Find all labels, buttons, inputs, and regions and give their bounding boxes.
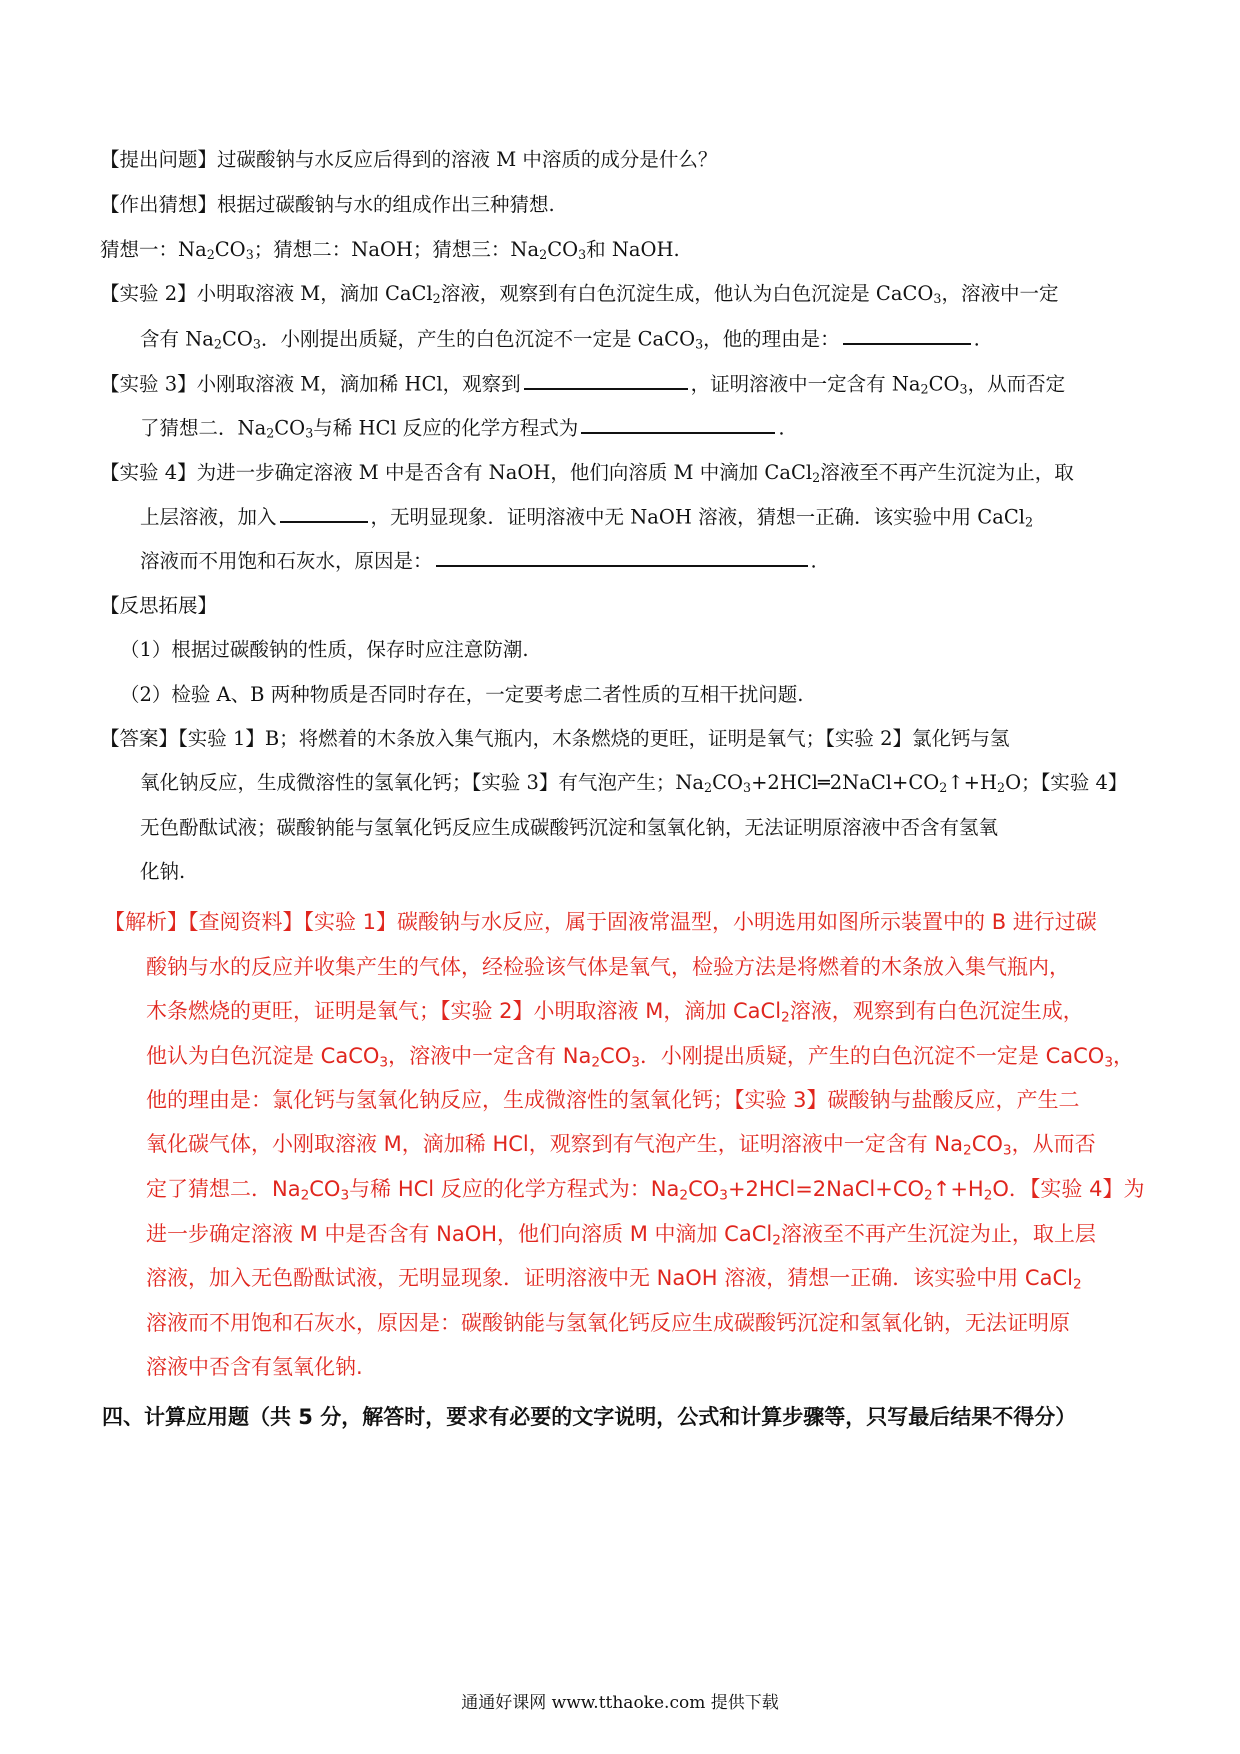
answer-line-4: 化钠.	[140, 860, 186, 883]
experiment-3-line-2: 了猜想二．$Na_2CO_3$与稀 HCl 反应的化学方程式为 .	[140, 412, 1240, 440]
analysis-line-4: 他认为白色沉淀是 CaCO$_3$，溶液中一定含有 $Na_2CO_3$．小刚提出质疑，产生的白色沉淀不一定是 CaCO$_3$，	[146, 1044, 1135, 1071]
experiment-4-line-1: 【实验 4】为进一步确定溶液 M 中是否含有 NaOH，他们向溶质 M 中滴加 CaCl$_2$溶液至不再产生沉淀为止，取	[100, 461, 1074, 486]
experiment-3-line-1: 【实验 3】小刚取溶液 M，滴加稀 HCl，观察到 ，证明溶液中一定含有 $Na_2CO_3$，从而否定	[100, 368, 1240, 396]
experiment-4-line-3: 溶液而不用饱和石灰水，原因是： .	[140, 545, 1240, 573]
page-footer: 通通好课网 www.tthaoke.com 提供下载	[461, 1693, 779, 1713]
analysis-line-1: 【解析】【查阅资料】【实验 1】碳酸钠与水反应，属于固液常温型，小明选用如图所示装置中的 B 进行过碳	[104, 910, 1097, 934]
analysis-line-5: 他的理由是：氯化钙与氢氧化钠反应，生成微溶性的氢氧化钙；【实验 3】碳酸钠与盐酸反应，产生二	[146, 1088, 1080, 1112]
section-4-heading: 四、计算应用题（共 5 分，解答时，要求有必要的文字说明，公式和计算步骤等，只写最后结果不得分）	[102, 1405, 1077, 1429]
analysis-line-3: 木条燃烧的更旺，证明是氧气；【实验 2】小明取溶液 M，滴加 CaCl$_2$溶液，观察到有白色沉淀生成，	[146, 999, 1084, 1026]
answer-blank[interactable]	[280, 501, 368, 523]
reflection-item-2: （2）检验 A、B 两种物质是否同时存在，一定要考虑二者性质的互相干扰问题.	[120, 683, 804, 706]
analysis-line-10: 溶液而不用饱和石灰水，原因是：碳酸钠能与氢氧化钙反应生成碳酸钙沉淀和氢氧化钠，无法证明原	[146, 1311, 1070, 1335]
answer-line-1: 【答案】【实验 1】B；将燃着的木条放入集气瓶内，木条燃烧的更旺，证明是氧气；【实验 2】氯化钙与氢	[100, 727, 1010, 750]
guesses-line: 猜想一：$Na_2CO_3$；猜想二：NaOH；猜想三：$Na_2CO_3$和 NaOH.	[100, 238, 680, 263]
reflection-title: 【反思拓展】	[100, 594, 218, 617]
analysis-line-11: 溶液中否含有氢氧化钠.	[146, 1355, 363, 1379]
answer-blank[interactable]	[524, 368, 688, 390]
analysis-line-8: 进一步确定溶液 M 中是否含有 NaOH，他们向溶质 M 中滴加 CaCl$_2$溶液至不再产生沉淀为止，取上层	[146, 1222, 1096, 1249]
experiment-2-line-1: 【实验 2】小明取溶液 M，滴加 CaCl$_2$溶液，观察到有白色沉淀生成，他认为白色沉淀是 CaCO$_3$，溶液中一定	[100, 282, 1059, 307]
answer-blank[interactable]	[843, 323, 971, 345]
analysis-line-2: 酸钠与水的反应并收集产生的气体，经检验该气体是氧气，检验方法是将燃着的木条放入集气瓶内，	[146, 955, 1070, 979]
answer-blank[interactable]	[436, 545, 808, 567]
answer-line-2: 氧化钠反应，生成微溶性的氢氧化钙；【实验 3】有气泡产生；$Na_2CO_3+2HCl═2NaCl+CO_2↑+H_2O$；【实验 4】	[140, 771, 1128, 796]
reflection-item-1: （1）根据过碳酸钠的性质，保存时应注意防潮.	[120, 638, 529, 661]
question-raise: 【提出问题】过碳酸钠与水反应后得到的溶液 M 中溶质的成分是什么？	[100, 148, 718, 171]
experiment-2-line-2: 含有 $Na_2CO_3$．小刚提出质疑，产生的白色沉淀不一定是 CaCO$_3$，他的理由是： .	[140, 323, 1240, 351]
analysis-line-6: 氧化碳气体，小刚取溶液 M，滴加稀 HCl，观察到有气泡产生，证明溶液中一定含有 $Na_2CO_3$，从而否	[146, 1132, 1096, 1159]
answer-line-3: 无色酚酞试液；碳酸钠能与氢氧化钙反应生成碳酸钙沉淀和氢氧化钠，无法证明原溶液中否含有氢氧	[140, 816, 999, 839]
question-guess: 【作出猜想】根据过碳酸钠与水的组成作出三种猜想.	[100, 193, 555, 216]
analysis-line-9: 溶液，加入无色酚酞试液，无明显现象．证明溶液中无 NaOH 溶液，猜想一正确．该实验中用 CaCl$_2$	[146, 1266, 1082, 1293]
analysis-line-7: 定了猜想二．$Na_2CO_3$与稀 HCl 反应的化学方程式为：$Na_2CO_3+2HCl=2NaCl+CO_2↑+H_2O$．【实验 4】为	[146, 1177, 1145, 1204]
experiment-4-line-2: 上层溶液，加入 ，无明显现象．证明溶液中无 NaOH 溶液，猜想一正确．该实验中用 CaCl$_2$	[140, 501, 1240, 529]
answer-blank[interactable]	[581, 412, 775, 434]
